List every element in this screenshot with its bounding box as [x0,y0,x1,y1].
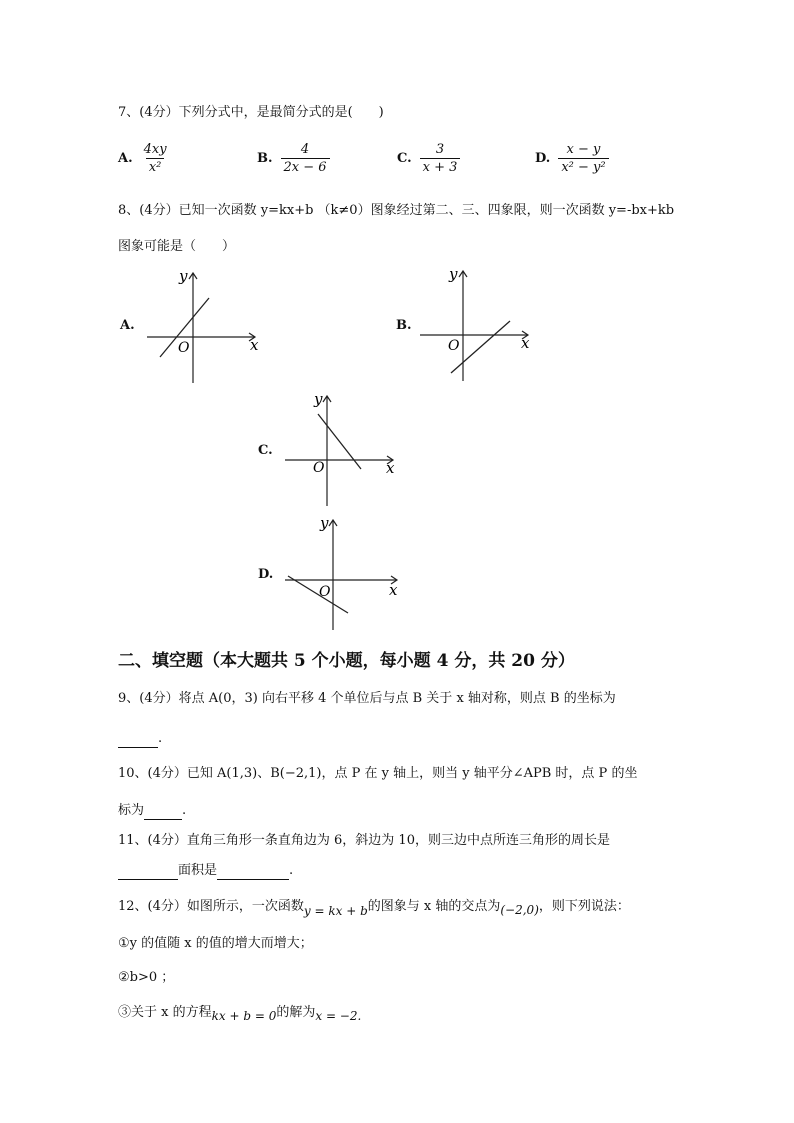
q9-line2 [118,730,162,748]
function-line [451,321,510,373]
q12-statement-3 [118,1003,361,1022]
q7-option-d-label: D. [535,151,551,166]
q8-graph-d[interactable] [283,512,403,632]
q12-statement-2: ②b>0 ； [118,970,175,985]
q7-option-b-label: B. [257,151,273,166]
fraction-numerator: 4xy [143,142,167,157]
q8-graph-a[interactable] [145,265,265,385]
fraction-numerator: x − y [566,142,601,157]
q11-perimeter-blank[interactable] [118,865,178,880]
fraction-numerator: 4 [300,142,310,157]
fraction-denominator: 2x − 6 [281,158,330,175]
function-line [288,576,348,613]
q12-text-a: 12、(4分）如图所示，一次函数 [118,899,304,914]
x-axis-label: x [250,336,259,354]
q11-line2 [118,862,293,880]
fraction-denominator: x² [146,158,165,175]
y-axis-label: y [179,267,188,285]
q7-option-a-label: A. [118,151,133,166]
q8-stem-line2: 图象可能是（ ） [118,239,236,254]
q7-option-a[interactable] [118,142,170,175]
q12-point: (−2,0) [500,903,539,917]
q8-stem-line1: 8、(4分）已知一次函数 y=kx+b （k≠0）图象经过第二、三、四象限，则一次函数 y=-bx+kb [118,203,675,218]
q8-graph-b[interactable] [418,263,538,383]
q11-period: . [289,863,294,878]
q9-period: . [158,731,163,746]
x-axis-label: x [521,334,530,352]
q7-option-b[interactable] [257,142,330,175]
q7-option-c-label: C. [397,151,412,166]
q10-line2 [118,802,186,820]
y-axis-label: y [314,390,323,408]
y-axis-label: y [449,265,458,283]
q12-equation: kx + b = 0 [211,1009,277,1023]
q12-s3-text-a: ③关于 x 的方程 [118,1005,212,1020]
q12-s3-text-b: 的解为 [276,1005,316,1020]
q8-option-d-label[interactable]: D. [258,567,274,582]
fraction-numerator: 3 [435,142,445,157]
q8-option-c-label[interactable]: C. [258,443,273,458]
origin-label: O [319,584,331,600]
q7-option-d[interactable] [535,142,609,175]
section-heading: 二、填空题（本大题共 5 个小题，每小题 4 分，共 20 分） [118,651,575,671]
x-axis-label: x [389,581,398,599]
q12-line1 [118,897,630,916]
q10-line1: 10、(4分）已知 A(1,3)、B(−2,1)，点 P 在 y 轴上，则当 y 轴平分∠APB 时，点 P 的坐 [118,766,638,781]
q11-area-blank[interactable] [217,865,289,880]
q7-option-c-fraction [420,142,461,175]
q12-text-c: ，则下列说法： [538,899,630,914]
q7-option-c[interactable] [397,142,460,175]
q8-graph-c[interactable] [283,388,403,508]
q7-option-a-fraction [141,142,170,175]
q12-solution: x = −2. [315,1009,362,1023]
origin-label: O [448,338,460,354]
q10-answer-blank[interactable] [144,805,182,820]
y-axis-label: y [320,514,329,532]
origin-label: O [178,340,190,356]
q12-text-b: 的图象与 x 轴的交点为 [367,899,501,914]
q12-function: y = kx + b [303,904,368,918]
q7-stem: 7、(4分）下列分式中，是最简分式的是( ) [118,105,384,120]
origin-label: O [313,460,325,476]
x-axis-label: x [386,459,395,477]
fraction-denominator: x² − y² [558,158,608,175]
q7-option-d-fraction [558,142,608,175]
q9-line1: 9、(4分）将点 A(0，3) 向右平移 4 个单位后与点 B 关于 x 轴对称，则点 B 的坐标为 [118,691,616,706]
q10-period: . [182,803,187,818]
q8-option-b-label[interactable]: B. [396,318,412,333]
q11-area-text: 面积是 [178,863,218,878]
q7-option-b-fraction [281,142,330,175]
q12-statement-1: ①y 的值随 x 的值的增大而增大； [118,936,313,951]
q8-option-a-label[interactable]: A. [120,318,135,333]
fraction-denominator: x + 3 [420,158,461,175]
q11-line1: 11、(4分）直角三角形一条直角边为 6，斜边为 10，则三边中点所连三角形的周长是 [118,833,610,848]
q10-line2-text: 标为 [118,803,145,818]
q9-answer-blank[interactable] [118,733,158,748]
